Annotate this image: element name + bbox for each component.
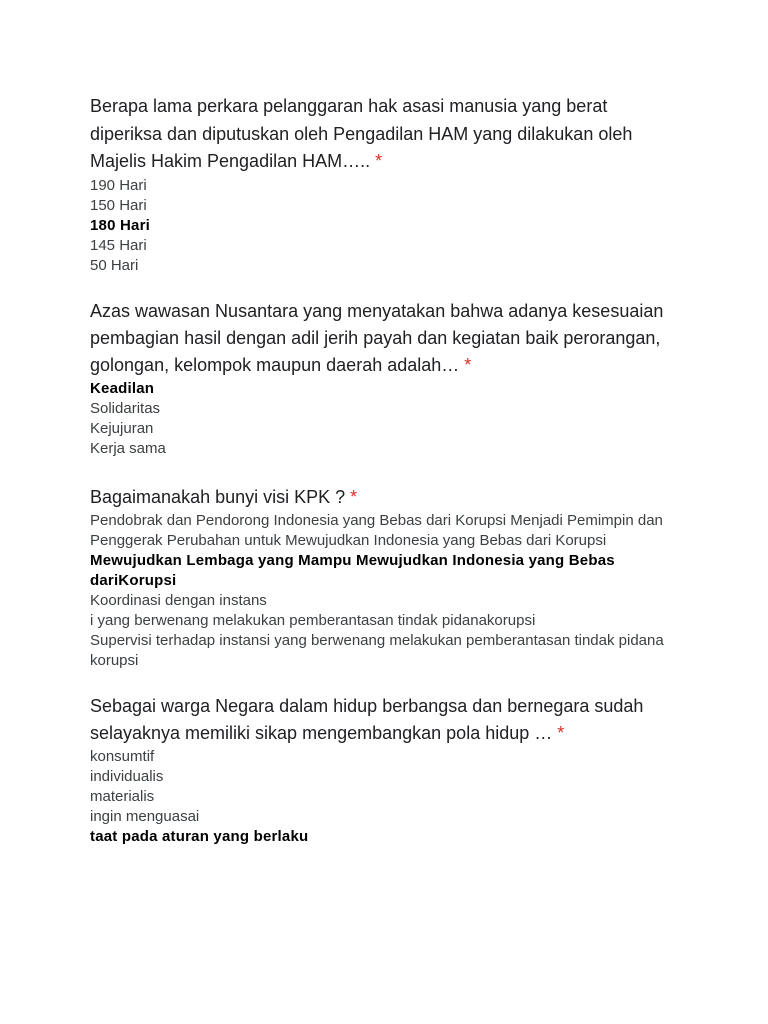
option-kejujuran[interactable]: Kejujuran	[90, 419, 154, 437]
question-1-options	[90, 176, 678, 276]
option-kerja-sama[interactable]: Kerja sama	[90, 439, 166, 457]
option-materialis[interactable]: materialis	[90, 787, 155, 805]
question-4-options	[90, 747, 678, 847]
question-2-text: Azas wawasan Nusantara yang menyatakan bahwa adanya kesesuaian pembagian hasil dengan adil jerih payah dan kegiatan baik perorangan, golongan, kelompok maupun daerah adalah…	[90, 300, 664, 375]
option-koordinasi[interactable]: Koordinasi dengan instans	[90, 591, 267, 609]
question-2-options	[90, 379, 678, 459]
question-3-options	[90, 511, 678, 671]
option-supervisi[interactable]: Supervisi terhadap instansi yang berwenang melakukan pemberantasan tindak pidana korupsi	[90, 631, 664, 669]
option-individualis[interactable]: individualis	[90, 767, 164, 785]
question-1-text: Berapa lama perkara pelanggaran hak asasi manusia yang berat diperiksa dan diputuskan oleh Pengadilan HAM yang dilakukan oleh Majelis Hakim Pengadilan HAM…..	[90, 96, 633, 171]
question-3-title	[90, 484, 678, 511]
option-190-hari[interactable]: 190 Hari	[90, 176, 147, 194]
required-asterisk: *	[375, 151, 383, 171]
option-solidaritas[interactable]: Solidaritas	[90, 399, 161, 417]
question-3	[90, 484, 678, 671]
option-ingin-menguasai[interactable]: ingin menguasai	[90, 807, 200, 825]
question-1-title	[90, 93, 678, 176]
option-150-hari[interactable]: 150 Hari	[90, 196, 147, 214]
required-asterisk: *	[557, 722, 565, 743]
required-asterisk: *	[350, 486, 358, 507]
option-180-hari-correct[interactable]: 180 Hari	[90, 216, 150, 234]
question-2-title	[90, 298, 678, 379]
option-taat-aturan-correct[interactable]: taat pada aturan yang berlaku	[90, 827, 309, 845]
question-4-title	[90, 693, 678, 747]
option-berwenang[interactable]: i yang berwenang melakukan pemberantasan tindak pidanakorupsi	[90, 611, 536, 629]
option-145-hari[interactable]: 145 Hari	[90, 236, 147, 254]
option-keadilan-correct[interactable]: Keadilan	[90, 379, 155, 397]
option-pendobrak[interactable]: Pendobrak dan Pendorong Indonesia yang Bebas dari Korupsi Menjadi Pemimpin dan Penggerak Perubahan untuk Mewujudkan Indonesia yang Bebas dari Korupsi	[90, 511, 663, 549]
option-konsumtif[interactable]: konsumtif	[90, 747, 155, 765]
option-mewujudkan-lembaga-correct[interactable]: Mewujudkan Lembaga yang Mampu Mewujudkan Indonesia yang Bebas dariKorupsi	[90, 551, 615, 589]
question-1	[90, 93, 678, 276]
question-2	[90, 298, 678, 459]
required-asterisk: *	[464, 354, 472, 375]
question-3-text: Bagaimanakah bunyi visi KPK ?	[90, 486, 346, 507]
question-4	[90, 693, 678, 847]
question-4-text: Sebagai warga Negara dalam hidup berbangsa dan bernegara sudah selayaknya memiliki sikap mengembangkan pola hidup …	[90, 695, 644, 743]
option-50-hari[interactable]: 50 Hari	[90, 256, 139, 274]
